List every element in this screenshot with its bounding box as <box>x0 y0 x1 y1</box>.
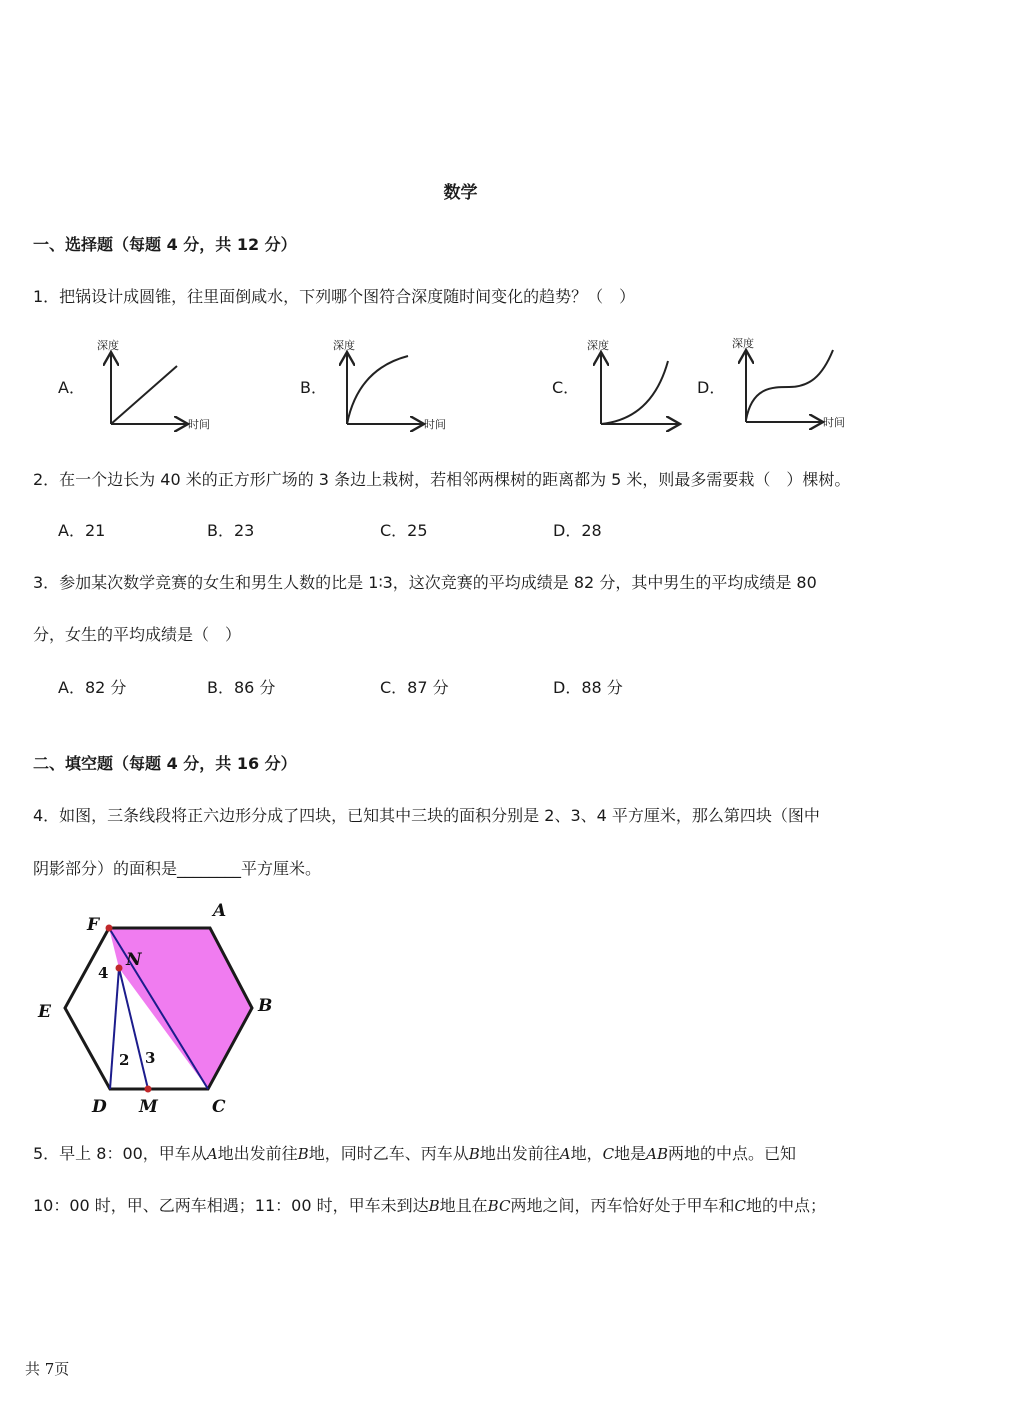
question-4-text-line1: 4．如图，三条线段将正六边形分成了四块，已知其中三块的面积分别是 2、3、4 平方厘米，那么第四块（图中 <box>33 806 820 825</box>
curve <box>111 366 177 424</box>
text-run: 地出发前往 <box>479 1144 560 1163</box>
label-d: D <box>92 1097 107 1117</box>
var-a: A <box>206 1145 218 1163</box>
q1-option-d-label: D． <box>697 378 726 397</box>
y-axis-label: 深度 <box>587 339 609 352</box>
var-b: B <box>297 1145 309 1163</box>
label-f: F <box>87 915 100 935</box>
q3-option-b: B．86 分 <box>207 678 276 697</box>
y-axis-label: 深度 <box>732 337 754 350</box>
q3-option-a: A．82 分 <box>58 678 127 697</box>
var-b: B <box>468 1145 480 1163</box>
var-c: C <box>602 1145 615 1163</box>
q2-option-d: D．28 <box>553 521 602 540</box>
text-run: 5．早上 8：00，甲车从 <box>33 1144 207 1163</box>
y-axis-label: 深度 <box>97 339 119 352</box>
curve <box>347 356 408 424</box>
question-4-text-line2: 阴影部分）的面积是________平方厘米。 <box>33 859 322 878</box>
region-label-3: 3 <box>145 1049 156 1067</box>
question-3-text-line2: 分，女生的平均成绩是（ ） <box>33 625 242 644</box>
label-c: C <box>212 1097 226 1117</box>
label-b: B <box>258 996 273 1016</box>
label-a: A <box>213 901 227 921</box>
q1-graph-b-concave-down <box>328 334 458 434</box>
q1-graph-a-linear <box>92 334 222 434</box>
page-footer: 共 7页 <box>25 1360 70 1378</box>
x-axis-label: 时间 <box>188 418 210 431</box>
question-3-text-line1: 3．参加某次数学竞赛的女生和男生人数的比是 1∶3，这次竞赛的平均成绩是 82 分，其中男生的平均成绩是 80 <box>33 573 817 592</box>
text-run: 地是 <box>614 1144 647 1163</box>
section-heading-choice: 一、选择题（每题 4 分，共 12 分） <box>33 235 297 254</box>
var-b: B <box>428 1197 440 1215</box>
curve <box>746 350 833 420</box>
text-run: 地且在 <box>439 1196 488 1215</box>
region-label-2: 2 <box>119 1051 130 1069</box>
var-ab: AB <box>646 1145 668 1163</box>
point-m <box>145 1086 152 1093</box>
q1-graph-c-concave-up <box>582 334 692 434</box>
text-run: 两地之间，丙车恰好处于甲车和 <box>510 1196 735 1215</box>
curve <box>601 361 668 424</box>
var-bc: BC <box>487 1197 511 1215</box>
page-title: 数学 <box>443 183 478 203</box>
q3-option-c: C．87 分 <box>380 678 449 697</box>
q1-option-c-label: C． <box>552 378 580 397</box>
label-e: E <box>38 1002 51 1022</box>
q1-option-b-label: B． <box>300 378 327 397</box>
var-c: C <box>734 1197 746 1215</box>
section-heading-fill-blank: 二、填空题（每题 4 分，共 16 分） <box>33 754 297 773</box>
text-run: 地， <box>570 1144 603 1163</box>
question-1-text: 1．把锅设计成圆锥，往里面倒咸水，下列哪个图符合深度随时间变化的趋势？（ ） <box>33 287 636 306</box>
question-5-text-line2 <box>33 1193 826 1216</box>
q3-option-d: D．88 分 <box>553 678 623 697</box>
text-run: 地，同时乙车、丙车从 <box>308 1144 469 1163</box>
label-m: M <box>139 1097 158 1117</box>
q1-graph-d-s-curve <box>727 332 857 432</box>
x-axis-label: 时间 <box>424 418 446 431</box>
point-f <box>106 925 113 932</box>
q2-option-b: B．23 <box>207 521 255 540</box>
text-run: 地的中点； <box>745 1196 826 1215</box>
hexagon-figure <box>30 895 290 1125</box>
point-n <box>116 965 123 972</box>
x-axis-label: 时间 <box>823 416 845 429</box>
q2-option-c: C．25 <box>380 521 428 540</box>
y-axis-label: 深度 <box>333 339 355 352</box>
var-a: A <box>559 1145 571 1163</box>
text-run: 地出发前往 <box>217 1144 298 1163</box>
question-5-text-line1 <box>33 1141 796 1164</box>
text-run: 两地的中点。已知 <box>667 1144 796 1163</box>
region-label-4: 4 <box>98 964 109 982</box>
segment-n-d <box>110 968 119 1089</box>
label-n: N <box>126 950 142 970</box>
text-run: 10：00 时，甲、乙两车相遇；11：00 时，甲车未到达 <box>33 1196 429 1215</box>
q2-option-a: A．21 <box>58 521 106 540</box>
q1-option-a-label: A． <box>58 378 85 397</box>
question-2-text: 2．在一个边长为 40 米的正方形广场的 3 条边上栽树，若相邻两棵树的距离都为 5 米，则最多需要栽（ ）棵树。 <box>33 470 851 489</box>
